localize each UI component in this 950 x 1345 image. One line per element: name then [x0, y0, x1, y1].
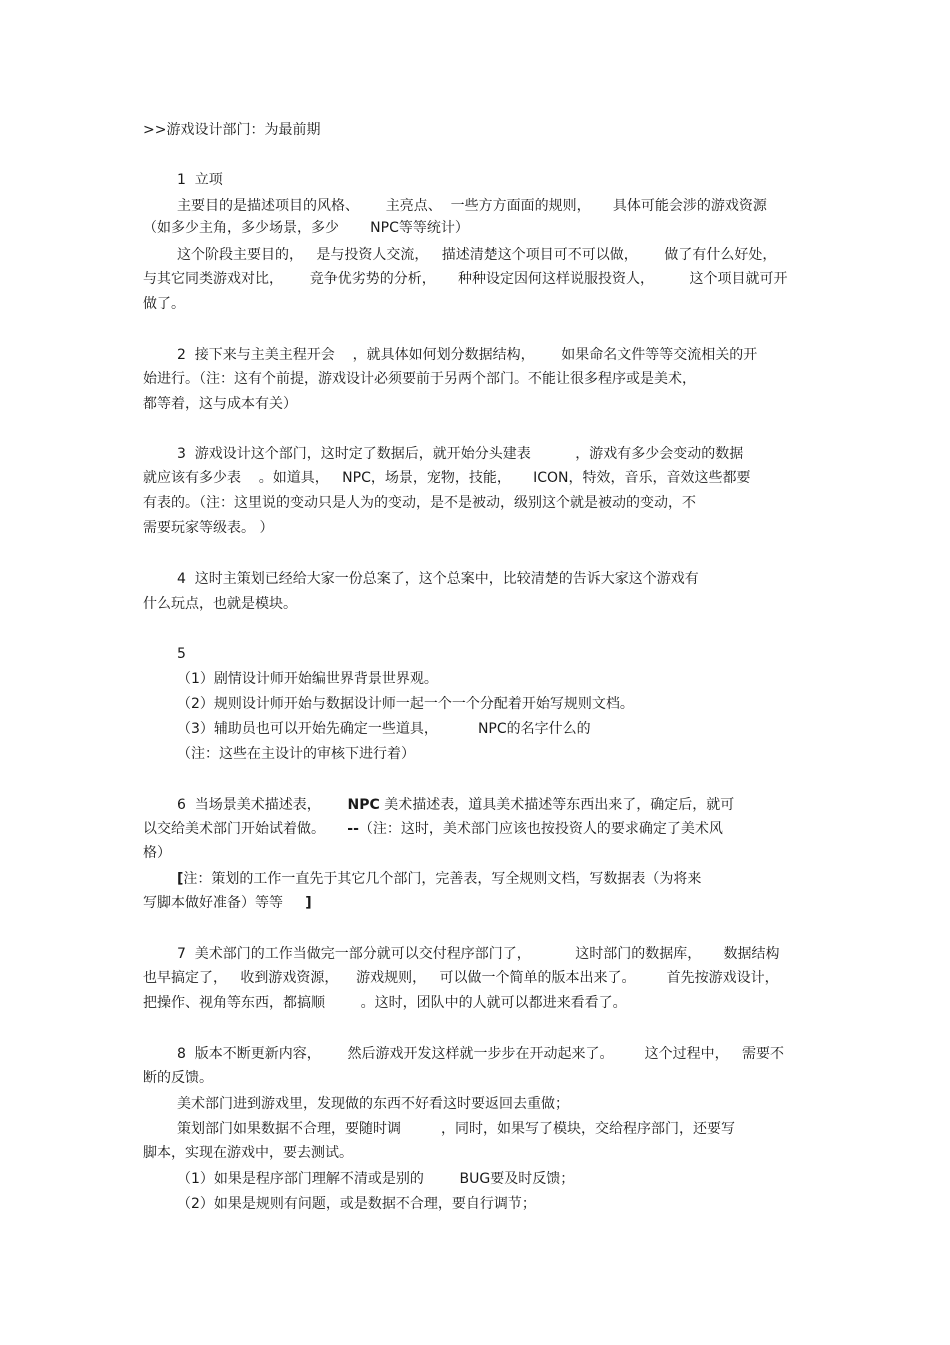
- list-item: （3）辅助员也可以开始先确定一些道具， NPC的名字什么的: [177, 721, 591, 737]
- text-run: 写脚本做好准备）等等: [143, 895, 306, 911]
- paragraph-line: 策划部门如果数据不合理，要随时调 ，同时，如果写了模块，交给程序部门，还要写: [177, 1121, 736, 1137]
- list-item: （1）剧情设计师开始编世界背景世界观。: [177, 671, 438, 687]
- section-1-title: 1 立项: [177, 172, 223, 188]
- paragraph-line: 断的反馈。: [143, 1070, 213, 1086]
- paragraph-line: （如多少主角，多少场景，多少 NPC等等统计）: [143, 220, 469, 236]
- text-run: 6 当场景美术描述表，: [177, 797, 348, 813]
- list-item: （2）规则设计师开始与数据设计师一起一个一个分配着开始写规则文档。: [177, 696, 634, 712]
- text-run: （注：这时，美术部门应该也按投资人的要求确定了美术风: [358, 821, 723, 837]
- bold-text-run: --: [347, 821, 359, 837]
- paragraph-line: 与其它同类游戏对比， 竞争优劣势的分析， 种种设定因何这样说服投资人， 这个项目就可开: [143, 271, 788, 287]
- note-line: （注：这些在主设计的审核下进行着）: [177, 746, 415, 762]
- paragraph-line: 美术部门进到游戏里，发现做的东西不好看这时要返回去重做；: [177, 1096, 569, 1112]
- paragraph-line: 4 这时主策划已经给大家一份总案了，这个总案中，比较清楚的告诉大家这个游戏有: [177, 571, 699, 587]
- doc-heading: >>游戏设计部门：为最前期: [143, 122, 321, 138]
- paragraph-line: 把操作、视角等东西，都搞顺 。这时，团队中的人就可以都进来看看了。: [143, 995, 627, 1011]
- paragraph-line: 也早搞定了， 收到游戏资源， 游戏规则， 可以做一个简单的版本出来了。 首先按游戏设计，: [143, 970, 779, 986]
- text-run: 注：策划的工作一直先于其它几个部门，完善表，写全规则文档，写数据表（为将来: [183, 871, 702, 887]
- list-item: （2）如果是规则有问题，或是数据不合理，要自行调节；: [177, 1196, 536, 1212]
- paragraph-line: 这个阶段主要目的， 是与投资人交流， 描述清楚这个项目可不可以做， 做了有什么好处，: [177, 247, 777, 263]
- section-5-number: 5: [177, 646, 186, 662]
- paragraph-line: 2 接下来与主美主程开会 ，就具体如何划分数据结构， 如果命名文件等等交流相关的开: [177, 347, 758, 363]
- paragraph-line: 都等着，这与成本有关）: [143, 396, 297, 412]
- list-item: （1）如果是程序部门理解不清或是别的 BUG要及时反馈；: [177, 1171, 575, 1187]
- paragraph-line: 就应该有多少表 。如道具， NPC，场景，宠物，技能， ICON，特效，音乐，音效这些都要: [143, 470, 751, 486]
- paragraph-line: 7 美术部门的工作当做完一部分就可以交付程序部门了， 这时部门的数据库， 数据结构: [177, 946, 780, 962]
- bold-text-run: ]: [305, 895, 312, 911]
- note-line: [143, 894, 312, 912]
- note-line: [177, 870, 701, 888]
- paragraph-line: [143, 820, 723, 838]
- paragraph-line: 有表的。（注：这里说的变动只是人为的变动，是不是被动，级别这个就是被动的变动，不: [143, 495, 696, 511]
- paragraph-line: 始进行。（注：这有个前提，游戏设计必须要前于另两个部门。不能让很多程序或是美术，: [143, 371, 696, 387]
- paragraph-line: 格）: [143, 845, 171, 861]
- paragraph-line: 做了。: [143, 296, 185, 312]
- paragraph-line: 3 游戏设计这个部门，这时定了数据后，就开始分头建表 ，游戏有多少会变动的数据: [177, 446, 744, 462]
- paragraph-line: 需要玩家等级表。 ）: [143, 520, 274, 536]
- paragraph-line: 主要目的是描述项目的风格、 主亮点、 一些方方面面的规则， 具体可能会涉的游戏资源: [177, 198, 767, 214]
- paragraph-line: 什么玩点，也就是模块。: [143, 596, 297, 612]
- paragraph-line: 脚本，实现在游戏中，要去测试。: [143, 1145, 353, 1161]
- text-run: 美术描述表，道具美术描述等东西出来了，确定后，就可: [379, 797, 735, 813]
- bold-text-run: NPC: [347, 797, 380, 813]
- bold-text-run: [: [177, 871, 184, 887]
- paragraph-line: 8 版本不断更新内容， 然后游戏开发这样就一步步在开动起来了。 这个过程中， 需要不: [177, 1046, 785, 1062]
- text-run: 以交给美术部门开始试着做。: [143, 821, 348, 837]
- paragraph-line: [177, 796, 734, 814]
